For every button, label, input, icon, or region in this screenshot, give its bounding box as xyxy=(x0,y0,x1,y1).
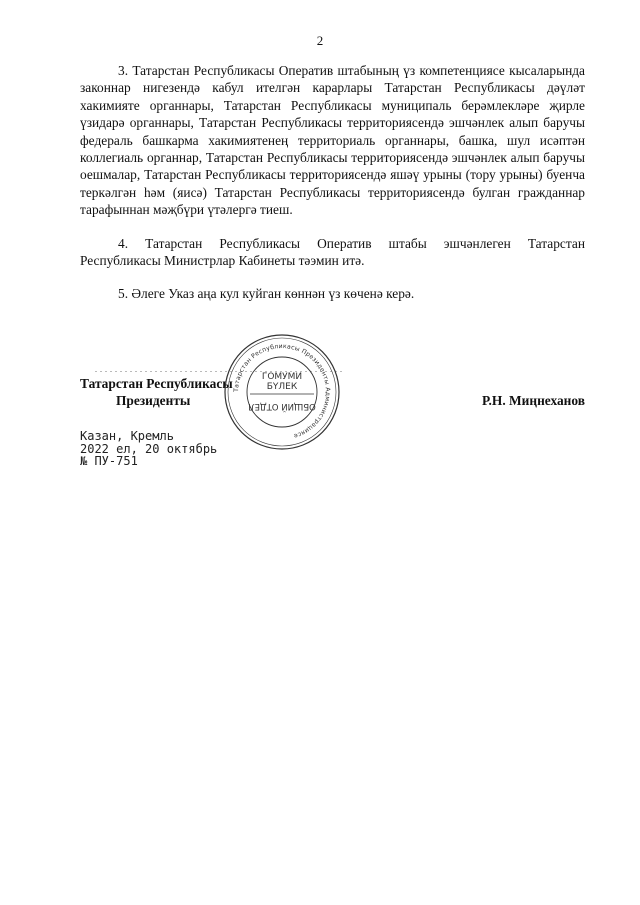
decree-body xyxy=(80,62,585,303)
footer-place: Казан, Кремль xyxy=(80,429,174,443)
signatory-position-line2: Президенты xyxy=(116,393,191,408)
stamp-center-top: ГОМУМИ xyxy=(261,372,303,382)
stamp-ring-text: Татарстан Республикасы Президенты Администрациясе xyxy=(232,342,332,440)
signatory-position xyxy=(80,375,233,409)
signatory-position-line1: Татарстан Республикасы xyxy=(80,376,233,391)
official-stamp xyxy=(222,332,342,452)
paragraph-4: 4. Татарстан Республикасы Оператив штабы эшчәнлеген Татарстан Республикасы Министрлар Кабинеты тәэмин итә. xyxy=(80,235,585,269)
decree-footer xyxy=(80,430,217,468)
page-number: 2 xyxy=(316,33,324,48)
footer-date: 2022 ел, 20 октябрь xyxy=(80,441,218,456)
paragraph-5: 5. Әлеге Указ аңа кул куйган көннән үз көченә керә. xyxy=(118,286,415,302)
signatory-name: Р.Н. Миңнеханов xyxy=(482,393,585,408)
footer-number: № ПУ-751 xyxy=(80,454,138,468)
stamp-center-mirrored: ОБЩИЙ ОТДЕЛ xyxy=(248,401,316,411)
paragraph-3: 3. Татарстан Республикасы Оператив штабының үз компетенциясе кысаларында законнар нигезендә кабул ителгән карарлары Татарстан Республикасы дәүләт хакимияте органнары, Татарстан Республикасы муниципаль берәмлекләре җирле үзидарә органнары, Татарстан Республикасы территориясендә эшчәнлек алып баручы федераль башкарма хакимиятенең территориаль органнары, башка, шул исәптән коллегиаль органнар, Татарстан Республикасы территориясендә эшчәнлек алып баручы оешмалар, Татарстан Республикасы территориясендә яшәү урыны (тору урыны) буенча теркәлгән һәм (яисә) Татарстан Республикасы территориясендә булган гражданнар тарафыннан мәҗбүри үтәлергә тиеш. xyxy=(80,63,585,218)
stamp-center-mid: БҮЛЕК xyxy=(266,382,298,392)
